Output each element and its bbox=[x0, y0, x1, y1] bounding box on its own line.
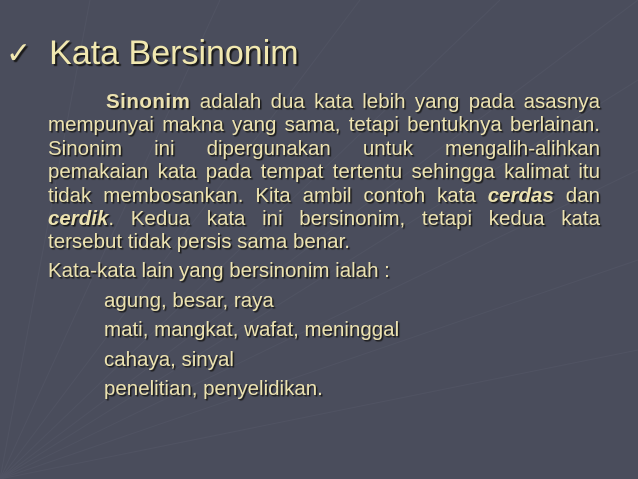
example-item: cahaya, sinyal bbox=[104, 347, 234, 371]
paragraph-text-3: . Kedua kata ini bersinonim, tetapi kedua kata tersebut tidak persis sama benar. bbox=[48, 207, 600, 254]
slide-title: Kata Bersinonim bbox=[49, 34, 299, 72]
examples-intro: Kata-kata lain yang bersinonim ialah : bbox=[48, 258, 390, 282]
slide-body bbox=[48, 90, 600, 404]
paragraph-text-2: dan bbox=[553, 183, 600, 207]
example-item: mati, mangkat, wafat, meninggal bbox=[104, 318, 400, 342]
paragraph-text-1: adalah dua kata lebih yang pada asasnya mempunyai makna yang sama, tetapi bentuknya berlainan. Sinonim ini dipergunakan untuk mengalih-alihkan pemakaian kata pada tempat tertentu sehingga kalimat itu tidak membosankan. Kita ambil contoh kata bbox=[48, 90, 600, 207]
example-word-cerdik: cerdik bbox=[48, 207, 109, 231]
term-sinonim: Sinonim bbox=[106, 90, 191, 113]
example-item: penelitian, penyelidikan. bbox=[104, 377, 323, 401]
definition-paragraph bbox=[48, 90, 600, 254]
slide-title-row bbox=[6, 34, 299, 73]
example-word-cerdas: cerdas bbox=[487, 183, 554, 207]
example-item: agung, besar, raya bbox=[104, 288, 274, 312]
examples-list bbox=[48, 286, 600, 404]
checkmark-icon: ✓ bbox=[6, 37, 32, 70]
